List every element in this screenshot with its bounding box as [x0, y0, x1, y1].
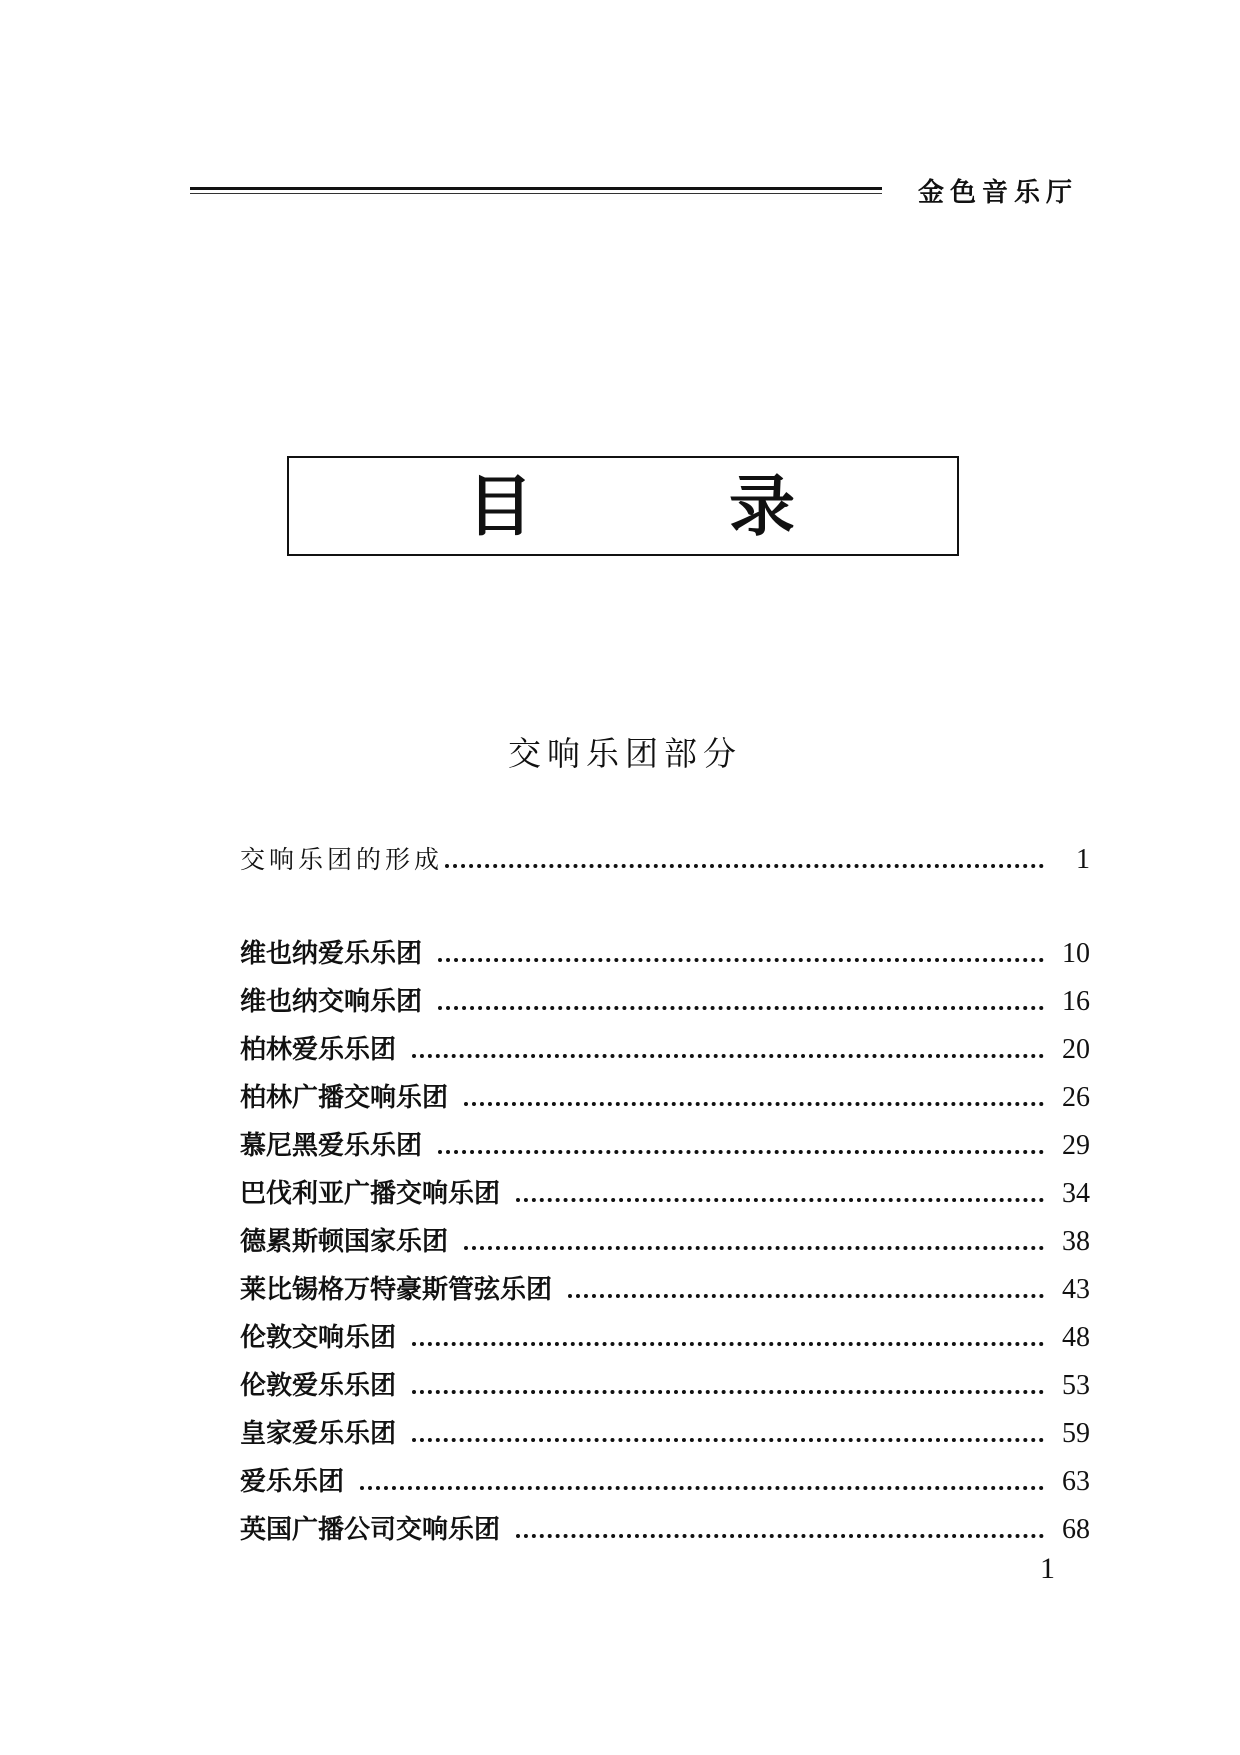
toc-entry-label: 巴伐利亚广播交响乐团 — [240, 1179, 501, 1209]
toc-entry[interactable] — [240, 1458, 1090, 1498]
toc-entry-label: 维也纳爱乐乐团 — [240, 939, 423, 969]
dot-leader — [412, 1342, 1044, 1346]
toc-entry-page: 10 — [1062, 938, 1090, 969]
dot-leader — [516, 1534, 1044, 1538]
dot-leader — [445, 864, 1044, 868]
section-title: 交响乐团部分 — [508, 734, 742, 773]
header-rule-thin — [190, 193, 882, 194]
toc-entry-page: 68 — [1062, 1514, 1090, 1545]
dot-leader — [568, 1294, 1044, 1298]
toc-entry[interactable] — [240, 1410, 1090, 1450]
toc-entry[interactable] — [240, 1026, 1090, 1066]
toc-entry-label: 皇家爱乐乐团 — [240, 1419, 397, 1449]
toc-entry[interactable] — [240, 1122, 1090, 1162]
toc-heading-char-1: 目 — [467, 468, 533, 545]
toc-entry-label: 慕尼黑爱乐乐团 — [240, 1131, 423, 1161]
toc-entry[interactable] — [240, 978, 1090, 1018]
dot-leader — [438, 958, 1044, 962]
toc-entry-label: 伦敦爱乐乐团 — [240, 1371, 397, 1401]
toc-entry-label: 莱比锡格万特豪斯管弦乐团 — [240, 1275, 553, 1305]
header-rule — [190, 187, 882, 190]
toc-entry-label: 爱乐乐团 — [240, 1467, 345, 1497]
dot-leader — [516, 1198, 1044, 1202]
dot-leader — [438, 1150, 1044, 1154]
toc-entry[interactable] — [240, 1170, 1090, 1210]
dot-leader — [412, 1390, 1044, 1394]
toc-entry[interactable] — [240, 1074, 1090, 1114]
toc-entry-page: 34 — [1062, 1178, 1090, 1209]
dot-leader — [412, 1438, 1044, 1442]
toc-entry-label: 伦敦交响乐团 — [240, 1323, 397, 1353]
toc-entry[interactable] — [240, 1506, 1090, 1546]
toc-entry-page: 29 — [1062, 1130, 1090, 1161]
toc-entry[interactable] — [240, 1314, 1090, 1354]
toc-heading-box — [287, 456, 959, 556]
dot-leader — [438, 1006, 1044, 1010]
dot-leader — [360, 1486, 1044, 1490]
toc-entry-label: 维也纳交响乐团 — [240, 987, 423, 1017]
toc-entry[interactable] — [240, 1218, 1090, 1258]
toc-entry-page: 26 — [1062, 1082, 1090, 1113]
toc-entry[interactable] — [240, 930, 1090, 970]
toc-entry-page: 43 — [1062, 1274, 1090, 1305]
dot-leader — [464, 1102, 1044, 1106]
toc-entry-label: 柏林爱乐乐团 — [240, 1035, 397, 1065]
toc-entry-page: 53 — [1062, 1370, 1090, 1401]
toc-entry-page: 63 — [1062, 1466, 1090, 1497]
toc-entry-page: 38 — [1062, 1226, 1090, 1257]
toc-entry-page: 48 — [1062, 1322, 1090, 1353]
toc-entry-label: 英国广播公司交响乐团 — [240, 1515, 501, 1545]
dot-leader — [412, 1054, 1044, 1058]
toc-entry-intro[interactable] — [240, 836, 1090, 876]
toc-entry[interactable] — [240, 1266, 1090, 1306]
toc-entry-page: 16 — [1062, 986, 1090, 1017]
toc-entry-label: 德累斯顿国家乐团 — [240, 1227, 449, 1257]
dot-leader — [464, 1246, 1044, 1250]
toc-entry-label: 柏林广播交响乐团 — [240, 1083, 449, 1113]
toc-entry-page: 20 — [1062, 1034, 1090, 1065]
toc-entry-page: 59 — [1062, 1418, 1090, 1449]
page-number: 1 — [1040, 1552, 1055, 1585]
running-title: 金色音乐厅 — [918, 178, 1079, 208]
toc-entry[interactable] — [240, 1362, 1090, 1402]
toc-entry-page: 1 — [1076, 844, 1090, 875]
toc-heading-char-2: 录 — [729, 468, 795, 545]
toc-entry-label: 交响乐团的形成 — [240, 845, 444, 874]
